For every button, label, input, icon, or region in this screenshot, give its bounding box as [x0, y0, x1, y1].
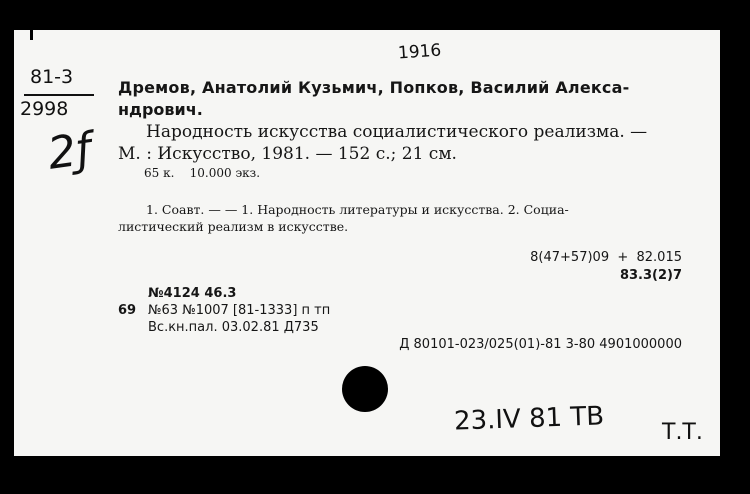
corner-mark: [30, 30, 33, 40]
subjects-line-2: листический реализм в искусстве.: [118, 219, 349, 234]
handwritten-initials: Т.Т.: [662, 420, 703, 445]
record-prefix: 69: [118, 303, 137, 318]
shelf-code-top: 81-3: [30, 66, 74, 88]
subjects-line-1: 1. Соавт. — — 1. Народность литературы и искусства. 2. Социа-: [146, 202, 569, 217]
handwritten-date: 23.IV 81 ТВ: [453, 401, 605, 437]
class-index-2: 83.3(2)7: [619, 268, 682, 283]
punch-hole: [342, 366, 388, 412]
class-index-1: 8(47+57)09 + 82.015: [530, 250, 682, 265]
record-number: №4124 46.3: [148, 286, 237, 301]
handwritten-number: 1916: [397, 40, 442, 64]
title-line-1: Народность искусства социалистического реализма. —: [146, 122, 648, 142]
authors-line-1: Дремов, Анатолий Кузьмич, Попков, Василий Алекса-: [118, 78, 630, 97]
shelf-mark: 2ƒ: [44, 123, 95, 180]
record-line-2: №63 №1007 [81-1333] п тп: [148, 303, 331, 318]
shelf-code-bottom: 2998: [20, 98, 69, 120]
record-line-4: Д 80101-023/025(01)-81 3-80 4901000000: [399, 337, 682, 352]
price-line: 65 к. 10.000 экз.: [144, 166, 261, 180]
title-line-2: М. : Искусство, 1981. — 152 с.; 21 см.: [118, 144, 457, 164]
record-line-3: Вс.кн.пал. 03.02.81 Д735: [148, 320, 319, 335]
authors-line-2: ндрович.: [118, 100, 203, 119]
shelf-divider: [24, 94, 94, 96]
catalog-card: [14, 30, 720, 456]
